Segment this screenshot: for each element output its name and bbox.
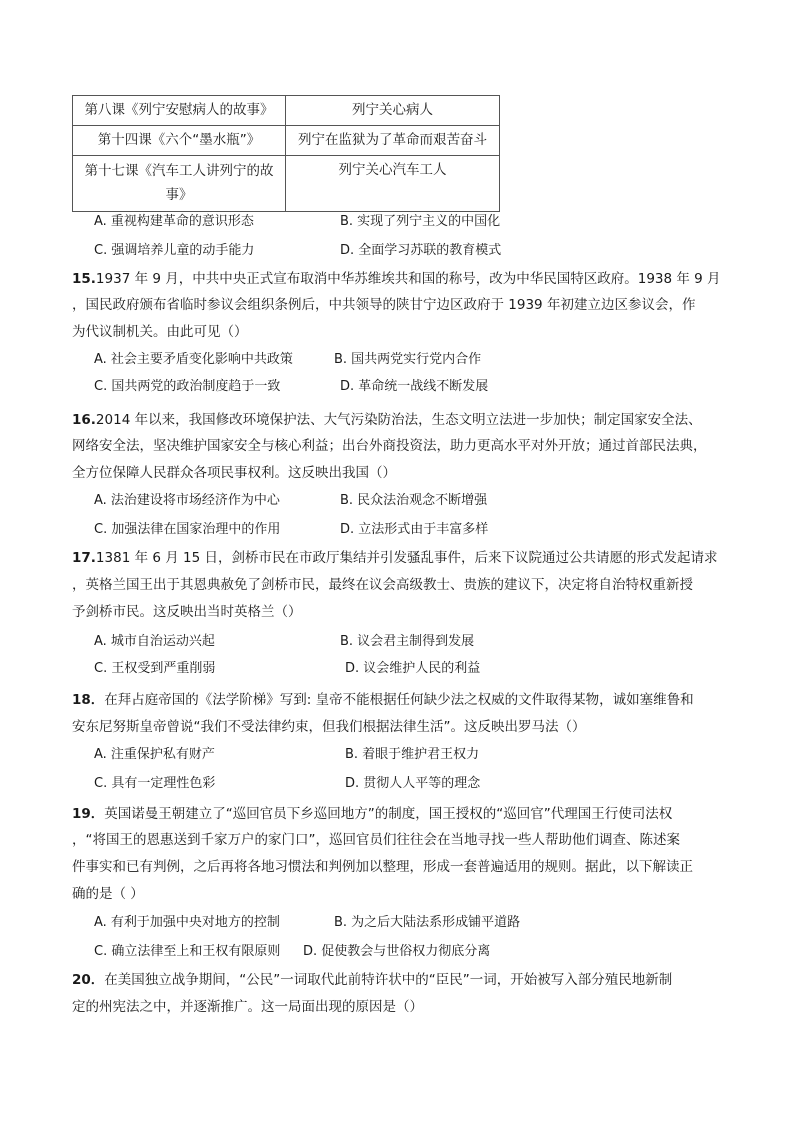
table-row (73, 156, 500, 212)
q15-option-a: A. 社会主要矛盾变化影响中共政策 (94, 352, 293, 367)
q19-option-d: D. 促使教会与世俗权力彻底分离 (303, 944, 491, 959)
q15-number: 15. (72, 271, 96, 287)
q17-stem-line-3: 予剑桥市民。这反映出当时英格兰（） (72, 604, 302, 620)
q15-option-c: C. 国共两党的政治制度趋于一致 (94, 379, 281, 394)
q19-number: 19． (72, 806, 105, 822)
lesson-table (72, 95, 500, 212)
q17-number: 17. (72, 550, 96, 566)
table-row (73, 126, 500, 156)
q17-stem-line-1: 17.1381 年 6 月 15 日，剑桥市民在市政厅集结并引发骚乱事件，后来下议院通过公共请愿的形式发起请求 (72, 550, 718, 566)
q18-option-d: D. 贯彻人人平等的理念 (345, 776, 481, 791)
q15-option-b: B. 国共两党实行党内合作 (334, 352, 482, 367)
q20-number: 20． (72, 972, 105, 988)
q16-option-b: B. 民众法治观念不断增强 (340, 493, 488, 508)
q19-stem-line-3: 件事实和已有判例，之后再将各地习惯法和判例加以整理，形成一套普遍适用的规则。据此，以下解读正 (72, 859, 693, 875)
q18-stem-line-2: 安东尼努斯皇帝曾说“我们不受法律约束，但我们根据法律生活”。这反映出罗马法（） (72, 719, 586, 735)
q19-option-b: B. 为之后大陆法系形成铺平道路 (334, 915, 521, 930)
q16-stem-line-3: 全方位保障人民群众各项民事权利。这反映出我国（） (72, 465, 396, 481)
table-cell: 列宁在监狱为了革命而艰苦奋斗 (286, 126, 500, 156)
q16-number: 16. (72, 412, 96, 428)
table-cell: 第八课《列宁安慰病人的故事》 (73, 96, 286, 126)
q15-option-d: D. 革命统一战线不断发展 (340, 379, 489, 394)
table-cell: 列宁关心病人 (286, 96, 500, 126)
q20-stem-line-2: 定的州宪法之中，并逐渐推广。这一局面出现的原因是（） (72, 999, 423, 1015)
q17-option-a: A. 城市自治运动兴起 (94, 634, 215, 649)
q17-stem-line-2: ，英格兰国王出于其恩典赦免了剑桥市民，最终在议会高级教士、贵族的建议下，决定将自治特权重新授 (72, 577, 693, 593)
q15-stem-line-1: 15.1937 年 9 月，中共中央正式宣布取消中华苏维埃共和国的称号，改为中华民国特区政府。1938 年 9 月 (72, 271, 721, 287)
q19-option-a: A. 有利于加强中央对地方的控制 (94, 915, 280, 930)
q18-number: 18． (72, 692, 105, 708)
table-row (73, 96, 500, 126)
q19-stem-line-2: ，“将国王的恩惠送到千家万户的家门口”，巡回官员们往往会在当地寻找一些人帮助他们调查、陈述案 (72, 832, 680, 848)
table-cell: 列宁关心汽车工人 (286, 156, 500, 212)
q18-stem-line-1: 18．在拜占庭帝国的《法学阶梯》写到: 皇帝不能根据任何缺少法之权威的文件取得某物，诚如塞维鲁和 (72, 692, 694, 708)
q19-stem-line-1: 19．英国诺曼王朝建立了“巡回官员下乡巡回地方”的制度，国王授权的“巡回官”代理国王行使司法权 (72, 806, 673, 822)
q18-option-a: A. 注重保护私有财产 (94, 747, 215, 762)
q17-option-b: B. 议会君主制得到发展 (340, 634, 475, 649)
q16-option-a: A. 法治建设将市场经济作为中心 (94, 493, 280, 508)
q19-stem-line-4: 确的是（ ） (72, 886, 144, 902)
q14-option-a: A. 重视构建革命的意识形态 (94, 214, 254, 229)
q18-option-c: C. 具有一定理性色彩 (94, 776, 216, 791)
q16-stem-line-2: 网络安全法，坚决维护国家安全与核心利益；出台外商投资法，助力更高水平对外开放；通过首部民法典， (72, 438, 707, 454)
table-cell: 第十四课《六个“墨水瓶”》 (73, 126, 286, 156)
q17-option-d: D. 议会维护人民的利益 (345, 661, 481, 676)
q20-stem-line-1: 20．在美国独立战争期间，“公民”一词取代此前特许状中的“臣民”一词，开始被写入部分殖民地新制 (72, 972, 673, 988)
q15-stem-line-2: ，国民政府颁布省临时参议会组织条例后，中共领导的陕甘宁边区政府于 1939 年初建立边区参议会，作 (72, 297, 696, 313)
q16-stem-line-1: 16.2014 年以来，我国修改环境保护法、大气污染防治法，生态文明立法进一步加快；制定国家安全法、 (72, 412, 702, 428)
q19-option-c: C. 确立法律至上和王权有限原则 (94, 944, 281, 959)
q15-stem-line-3: 为代议制机关。由此可见（） (72, 324, 248, 340)
q16-option-c: C. 加强法律在国家治理中的作用 (94, 522, 281, 537)
q14-option-c: C. 强调培养儿童的动手能力 (94, 243, 255, 258)
q14-option-b: B. 实现了列宁主义的中国化 (340, 214, 501, 229)
q14-option-d: D. 全面学习苏联的教育模式 (340, 243, 502, 258)
q17-option-c: C. 王权受到严重削弱 (94, 661, 216, 676)
q18-option-b: B. 着眼于维护君王权力 (345, 747, 480, 762)
q16-option-d: D. 立法形式由于丰富多样 (340, 522, 489, 537)
table-cell: 第十七课《汽车工人讲列宁的故事》 (73, 156, 286, 212)
